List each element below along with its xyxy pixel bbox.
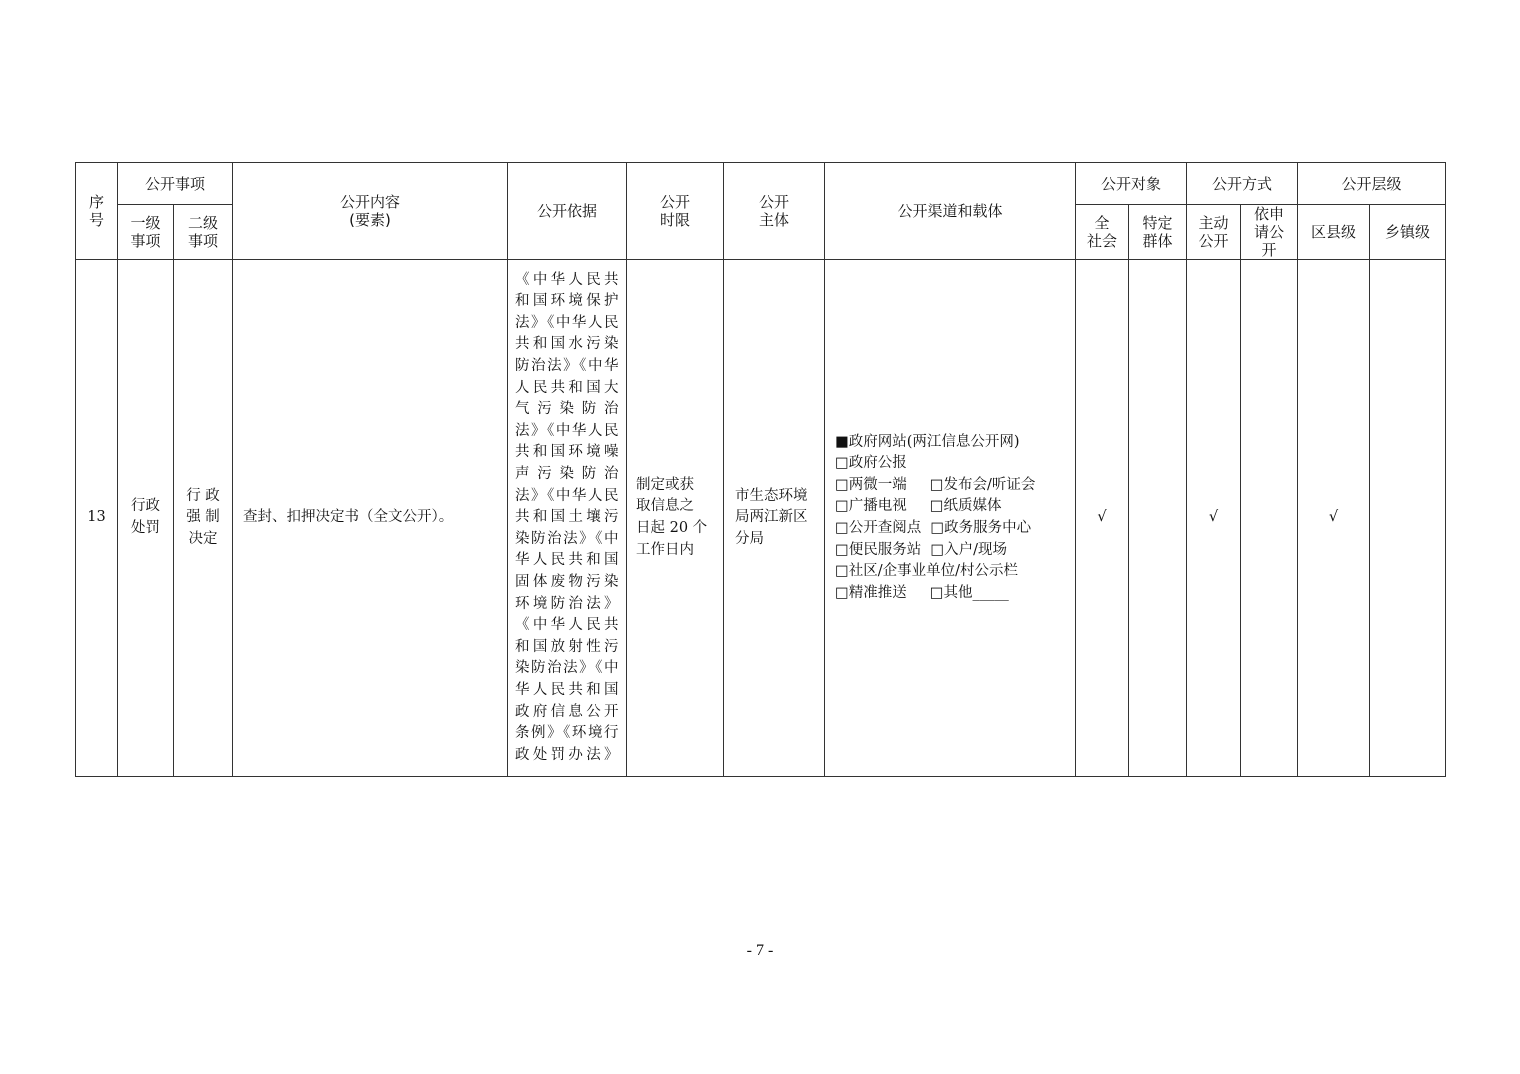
- channel-item: □政府公报: [835, 455, 907, 472]
- row-subject: 市生态环境 局两江新区 分局: [724, 260, 825, 777]
- basis-line: 法》《中华人民: [515, 314, 620, 331]
- header-time-limit: 公开 时限: [627, 163, 724, 260]
- basis-line: 和国放射性污: [515, 638, 620, 655]
- basis-line: 法》《中华人民: [515, 422, 620, 439]
- basis-line: 政处罚办法》: [515, 746, 620, 763]
- channel-item: □两微一端 □发布会/听证会: [835, 476, 1036, 493]
- row-method-active: √: [1187, 260, 1241, 777]
- basis-text: [515, 270, 619, 767]
- basis-line: 《中华人民共: [515, 617, 620, 634]
- basis-line: 染防治法》《中: [515, 660, 620, 677]
- row-basis: [508, 260, 627, 777]
- basis-line: 法》《中华人民: [515, 487, 620, 504]
- header-target-all: 全 社会: [1076, 205, 1129, 260]
- row-time-limit: 制定或获 取信息之 日起 20 个 工作日内: [627, 260, 724, 777]
- basis-line: 条例》《环境行: [515, 725, 620, 742]
- basis-line: 政府信息公开: [515, 703, 620, 720]
- basis-line: 人民共和国大: [515, 379, 620, 396]
- channel-item: □精准推送 □其他_____: [835, 584, 1009, 601]
- header-target-specific: 特定 群体: [1129, 205, 1187, 260]
- row-target-specific: [1129, 260, 1187, 777]
- header-level2: 二级 事项: [174, 205, 233, 260]
- header-seq: 序 号: [76, 163, 118, 260]
- row-seq: 13: [76, 260, 118, 777]
- header-level1: 一级 事项: [118, 205, 174, 260]
- row-channels: [825, 260, 1076, 777]
- header-level: 公开层级: [1298, 163, 1446, 205]
- header-method-request: 依申 请公 开: [1241, 205, 1298, 260]
- header-matter: 公开事项: [118, 163, 233, 205]
- basis-line: 声污染防治: [515, 466, 620, 483]
- row-level-town: [1370, 260, 1446, 777]
- row-content: 查封、扣押决定书（全文公开）。: [233, 260, 508, 777]
- channel-item: □便民服务站 □入户/现场: [835, 541, 1008, 558]
- basis-line: 华人民共和国: [515, 681, 620, 698]
- row-target-all: √: [1076, 260, 1129, 777]
- header-basis: 公开依据: [508, 163, 627, 260]
- basis-line: 环境防治法》: [515, 595, 620, 612]
- basis-line: 防治法》《中华: [515, 358, 620, 375]
- row-level1: 行政 处罚: [118, 260, 174, 777]
- basis-line: 《中华人民共: [515, 271, 620, 288]
- header-content: 公开内容 (要素): [233, 163, 508, 260]
- basis-line: 固体废物污染: [515, 573, 620, 590]
- header-target: 公开对象: [1076, 163, 1187, 205]
- channel-item: □社区/企事业单位/村公示栏: [835, 563, 1018, 580]
- header-level-town: 乡镇级: [1370, 205, 1446, 260]
- row-level2: 行 政 强 制 决定: [174, 260, 233, 777]
- header-subject: 公开 主体: [724, 163, 825, 260]
- basis-line: 共和国水污染: [515, 336, 620, 353]
- page-number: - 7 -: [746, 942, 774, 959]
- header-method-active: 主动 公开: [1187, 205, 1241, 260]
- basis-line: 共和国环境噪: [515, 444, 620, 461]
- table-row: [76, 260, 1446, 777]
- basis-line: 华人民共和国: [515, 552, 620, 569]
- disclosure-table: [75, 162, 1446, 777]
- basis-line: 染防治法》《中: [515, 530, 620, 547]
- row-level-county: √: [1298, 260, 1370, 777]
- header-channel: 公开渠道和载体: [825, 163, 1076, 260]
- channel-item: □公开查阅点 □政务服务中心: [835, 520, 1032, 536]
- header-method: 公开方式: [1187, 163, 1298, 205]
- basis-line: 和国环境保护: [515, 293, 620, 310]
- basis-line: 气污染防治: [515, 401, 620, 418]
- row-method-request: [1241, 260, 1298, 777]
- channel-list: [835, 432, 1075, 605]
- header-level-county: 区县级: [1298, 205, 1370, 260]
- channel-item: ■政府网站(两江信息公开网): [835, 433, 1020, 450]
- channel-item: □广播电视 □纸质媒体: [835, 498, 1002, 515]
- basis-line: 共和国土壤污: [515, 509, 620, 526]
